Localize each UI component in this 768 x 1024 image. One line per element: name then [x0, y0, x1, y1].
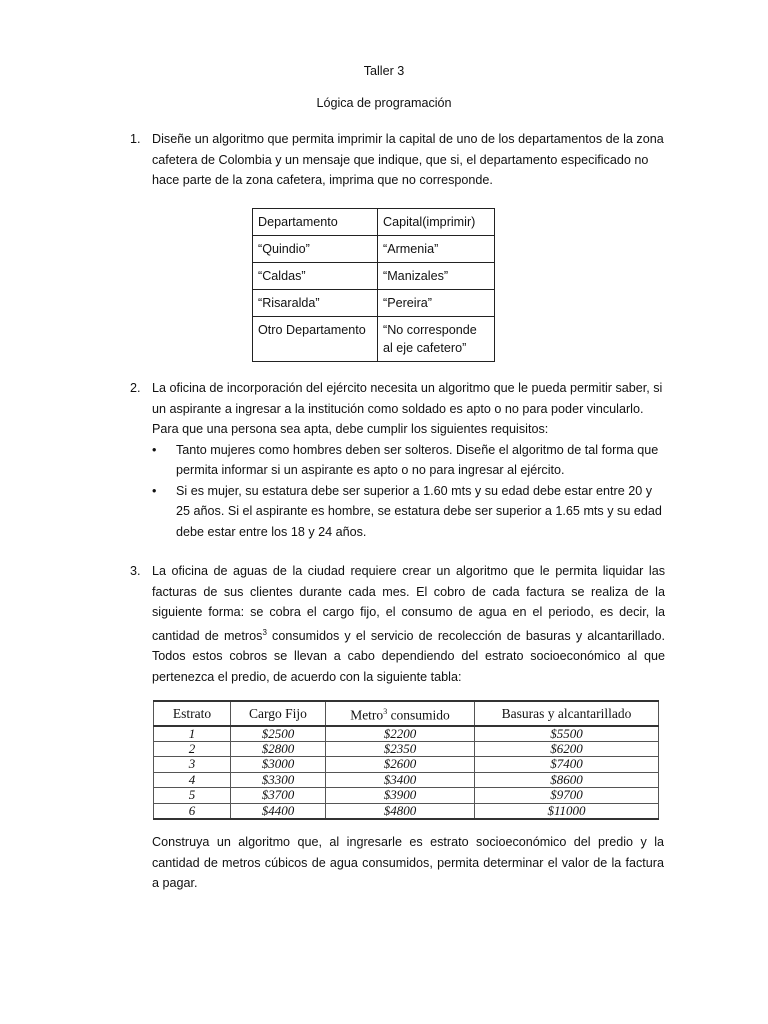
table-cell: $11000	[475, 803, 659, 819]
list-item-text: Si es mujer, su estatura debe ser superior a 1.60 mts y su edad debe estar entre 20 y 25 años. Si el aspirante es hombre, se estatura debe ser superior a 1.65 mts y su edad debe estar entre los 18 y 24 años.	[176, 483, 662, 539]
list-item-text: Tanto mujeres como hombres deben ser solteros. Diseñe el algoritmo de tal forma que permita informar si un aspirante es apto o no para ingresar al ejército.	[176, 442, 659, 477]
table-cell: “No corresponde al eje cafetero”	[378, 317, 495, 362]
table-cell: 2	[154, 741, 231, 756]
table-row	[253, 317, 495, 362]
table-cell: “Risaralda”	[253, 290, 378, 317]
header-departamento: Departamento	[253, 209, 378, 236]
table-cell: $3300	[231, 772, 326, 787]
table-header-row	[154, 701, 659, 726]
superscript: 3	[262, 627, 267, 637]
table-header-row	[253, 209, 495, 236]
question-3-text-part2: consumidos y el servicio de recolección de basuras y alcantarillado. Todos estos cobros se llevan a cabo dependiendo del estrato socioeconómico al que pertenezca el predio, de acuerdo con la siguiente tabla:	[152, 628, 665, 684]
table-cell: $2200	[326, 726, 475, 742]
table-cell: “Quindio”	[253, 236, 378, 263]
table-row	[154, 788, 659, 803]
table-cell: $3700	[231, 788, 326, 803]
table-cell: $9700	[475, 788, 659, 803]
table-cell: $4400	[231, 803, 326, 819]
table-row	[154, 772, 659, 787]
table-cell: $5500	[475, 726, 659, 742]
table-cell: “Caldas”	[253, 263, 378, 290]
table-row	[253, 290, 495, 317]
header-metro-consumido	[326, 701, 475, 726]
question-1	[130, 129, 665, 191]
header-capital: Capital(imprimir)	[378, 209, 495, 236]
question-1-number: 1.	[130, 132, 141, 146]
table-row	[154, 757, 659, 772]
bullet-icon: •	[152, 442, 157, 457]
table-cell: “Manizales”	[378, 263, 495, 290]
table-cell: $2800	[231, 741, 326, 756]
table-row	[253, 236, 495, 263]
question-3-text	[152, 561, 665, 687]
table-cell: 6	[154, 803, 231, 819]
table-cell: Otro Departamento	[253, 317, 378, 362]
header-basuras: Basuras y alcantarillado	[475, 701, 659, 726]
question-2	[130, 378, 665, 542]
table-cell: $2500	[231, 726, 326, 742]
superscript: 3	[383, 707, 388, 716]
table-cell: $3900	[326, 788, 475, 803]
table-cell: $3000	[231, 757, 326, 772]
table-cell: “Armenia”	[378, 236, 495, 263]
table-row	[154, 803, 659, 819]
table-cell: 5	[154, 788, 231, 803]
header-cargo-fijo: Cargo Fijo	[231, 701, 326, 726]
table-cell: $2600	[326, 757, 475, 772]
document-subtitle: Lógica de programación	[316, 96, 452, 110]
question-3	[130, 561, 665, 687]
table-cell: $3400	[326, 772, 475, 787]
tariff-table	[153, 700, 659, 820]
question-3-number: 3.	[130, 564, 141, 578]
header-metro-text: Metro	[350, 707, 384, 723]
table-cell: 1	[154, 726, 231, 742]
table-cell: “Pereira”	[378, 290, 495, 317]
question-2-text: La oficina de incorporación del ejército necesita un algoritmo que le pueda permitir saber, si un aspirante a ingresar a la institución como soldado es apto o no para poder vincularlo. Para que una persona sea apta, debe cumplir los siguientes requisitos:	[152, 381, 663, 436]
header-estrato: Estrato	[154, 701, 231, 726]
table-cell: $7400	[475, 757, 659, 772]
table-cell: $2350	[326, 741, 475, 756]
table-row	[154, 741, 659, 756]
table-cell: $4800	[326, 803, 475, 819]
requirements-list	[130, 440, 665, 543]
question-3-text-part1: La oficina de aguas de la ciudad requiere crear un algoritmo que le permita liquidar las facturas de sus clientes durante cada mes. El cobro de cada factura se realiza de la siguiente forma: se cobra el cargo fijo, el consumo de agua en el periodo, es decir, la cantidad de metros	[152, 564, 665, 643]
list-item	[152, 481, 665, 543]
table-row	[154, 726, 659, 742]
closing-paragraph: Construya un algoritmo que, al ingresarle es estrato socioeconómico del predio y la cantidad de metros cúbicos de agua consumidos, permita determinar el valor de la factura a pagar.	[152, 835, 664, 890]
department-capital-table	[252, 208, 495, 362]
header-consumido-text: consumido	[387, 707, 450, 723]
document-title: Taller 3	[363, 64, 405, 78]
table-cell: 4	[154, 772, 231, 787]
question-1-text: Diseñe un algoritmo que permita imprimir la capital de uno de los departamentos de la zona cafetera de Colombia y un mensaje que indique, que si, el departamento especificado no hace parte de la zona cafetera, imprima que no corresponde.	[152, 132, 664, 187]
table-cell: 3	[154, 757, 231, 772]
list-item	[152, 440, 665, 481]
table-row	[253, 263, 495, 290]
table-cell: $8600	[475, 772, 659, 787]
question-2-number: 2.	[130, 381, 141, 395]
table-cell: $6200	[475, 741, 659, 756]
bullet-icon: •	[152, 483, 157, 498]
